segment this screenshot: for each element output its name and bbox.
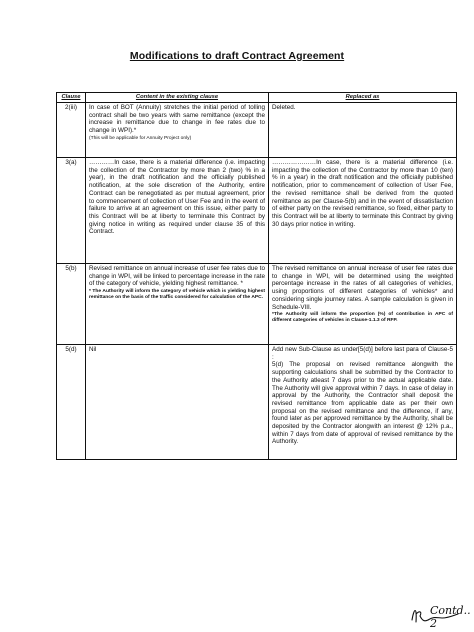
replaced-clause-text: The revised remittance on annual increase of user fee rates due to change in WPI, will be determined using the weighted percentage increase in the rates of all categories of vehicles, using proportions of different categories of vehicles* and considering single journey rates. A sample calculation is given in Schedule-VIII. [272, 265, 453, 311]
table-header-row [57, 93, 457, 103]
existing-clause-cell [86, 345, 269, 460]
existing-clause-note: * The Authority will inform the category of vehicle which is yielding highest remittance on the basis of the traffic considered for calculation of the APC. [89, 289, 265, 300]
replaced-clause-cell [269, 158, 457, 264]
clause-number: 2(iii) [57, 103, 86, 158]
existing-clause-text: …………In case, there is a material difference (i.e. impacting the collection of the Contractor by more than 2 (two) % in a year), in the draft notification and the officially published notification, at the sole discretion of the Authority, entire Contract can be renegotiated as per mutual agreement, prior to commencement of collection of User Fee and in the event of failure to arrive at an agreement on this issue, either party to this Contract will be at liberty to terminate this Contract by giving notice in writing as required under clause 35 of this Contract. [89, 159, 265, 236]
continued-marker: Contd.. 2 [430, 604, 471, 630]
existing-clause-cell [86, 103, 269, 158]
clause-number: 5(b) [57, 264, 86, 345]
replaced-clause-body: 5(d) The proposal on revised remittance alongwith the supporting calculations shall be submitted by the Contractor to the Authority atleast 7 days prior to the actual applicable date. The Authority will give approval within 7 days. In case of delay in approval by the Authority, the Contractor shall deposit the revised remittance from applicable date as per their own proposal on the revised remittance and the difference, if any, found later as per approved remittance by the Authority, shall be deposited by the Contractor alongwith an interest @ 12% p.a., within 7 days from date of approval of revised remittance by the Authority. [272, 361, 453, 446]
header-replaced-as: Replaced as [269, 93, 457, 103]
existing-clause-cell [86, 264, 269, 345]
replaced-clause-text: Deleted. [272, 104, 296, 111]
existing-clause-note: (This will be applicable for Annuity Project only) [89, 135, 192, 141]
replaced-clause-note: *The Authority will inform the proportion (%) of contribution in APC of different categories of vehicles in Clause-1.1.3 of RFP. [272, 312, 453, 324]
clause-number: 3(a) [57, 158, 86, 264]
replaced-clause-cell [269, 103, 457, 158]
replaced-clause-cell [269, 264, 457, 345]
existing-clause-text: In case of BOT (Annuity) stretches the initial period of tolling contract shall be two years with same remittance (except the increase in remittance due to change in fee rates due to change in WPI).* [89, 104, 265, 135]
table-row [57, 103, 457, 158]
replaced-clause-text: …………………In case, there is a material difference (i.e. impacting the collection of the Contractor by more than 10 (ten) % in a year) in the draft notification and the officially published notification, prior to commencement of collection of User Fee, the revised remittance shall be derived from the quoted remittance as per Clause-5(b) and in the event of dissatisfaction of either party on the revised remittance, so fixed, either party to this Contract will be at liberty to terminate this Contract by giving 30 days prior notice in writing. [272, 159, 453, 228]
header-existing-clause: Content in the existing clause [86, 93, 269, 103]
replaced-clause-cell [269, 345, 457, 460]
modifications-table [56, 92, 457, 460]
table-row [57, 345, 457, 460]
existing-clause-cell [86, 158, 269, 264]
clause-number: 5(d) [57, 345, 86, 460]
header-clause: Clause [57, 93, 86, 103]
table-row [57, 158, 457, 264]
existing-clause-text: Nil [89, 346, 97, 353]
document-title: Modifications to draft Contract Agreement [129, 50, 345, 62]
existing-clause-text: Revised remittance on annual increase of user fee rates due to change in WPI, will be linked to percentage increase in the rate of the category of vehicle, yielding highest remittance. * [89, 265, 265, 288]
table-row [57, 264, 457, 345]
replaced-clause-text: Add new Sub-Clause as under[5(d)] before last para of Clause-5 : [272, 346, 453, 361]
